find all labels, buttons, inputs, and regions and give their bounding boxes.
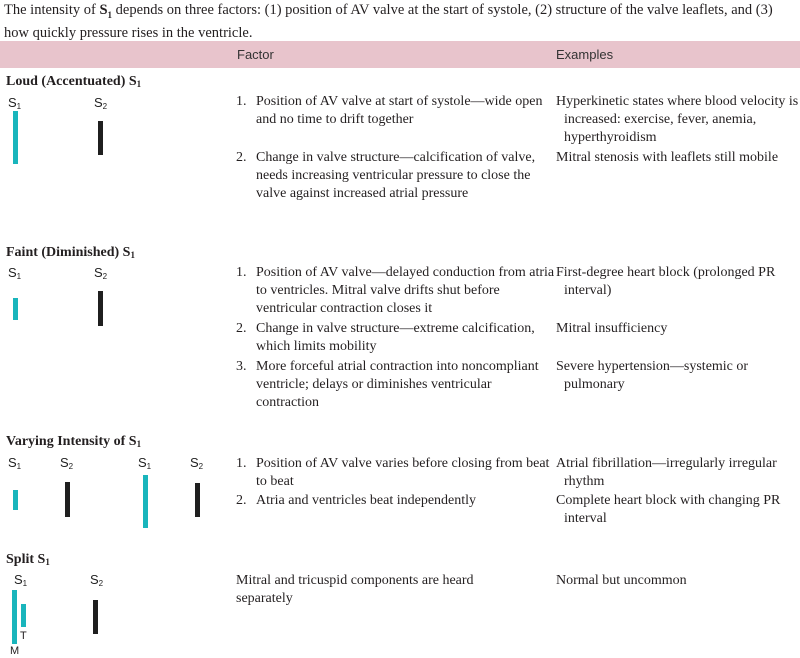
mitral-label: M [10,645,20,657]
s2-label: $S_2$ [60,455,74,471]
loud-s1-title: Loud (Accentuated) $S_1$ [6,74,142,89]
loud-factor-1: 1. Position of AV valve at start of systole—wide open and no time to drift together [236,94,543,127]
split-factor: Mitral and tricuspid components are heard separately [236,573,474,606]
s2-sound-bar [93,600,98,634]
varying-factor-2: 2. Atria and ventricles beat independently [236,493,477,508]
s1-label: $S_1$ [8,95,22,111]
s2-label: $S_2$ [190,455,204,471]
s1-sound-bar-loud [143,475,148,528]
s2-sound-bar [195,483,200,517]
s1-label: $S_1$ [138,455,152,471]
mitral-component-bar [12,590,17,644]
s1-label: $S_1$ [8,455,22,471]
varying-example-1: Atrial fibrillation—irregularly irregular rhythm [556,456,777,489]
s2-label: $S_2$ [94,265,108,281]
factor-header: Factor [237,47,274,62]
intro-text: The intensity of $S_1$ depends on three factors: (1) position of AV valve at the start of systole, (2) structure of the valve leaflets, and (3) how quickly pressure rises in the ventricle. [4,2,773,41]
faint-factor-2: 2. Change in valve structure—extreme calcification, which limits mobility [236,321,535,354]
faint-factor-3: 3. More forceful atrial contraction into noncompliant ventricle; delays or diminishes ventricular contraction [236,359,539,410]
loud-factor-2: 2. Change in valve structure—calcification of valve, needs increasing ventricular pressure to close the valve against increased atrial pressure [236,150,536,201]
s1-label: $S_1$ [8,265,22,281]
s2-sound-bar [98,121,103,155]
s2-sound-bar [98,291,103,326]
table-header [0,41,800,68]
s2-label: $S_2$ [94,95,108,111]
faint-example-3: Severe hypertension—systemic or pulmonary [556,359,749,392]
split-example: Normal but uncommon [556,573,687,588]
varying-factor-1: 1. Position of AV valve varies before closing from beat to beat [236,456,550,489]
varying-example-2: Complete heart block with changing PR interval [556,493,781,526]
s2-sound-bar [65,482,70,517]
s1-sound-bar-loud [13,111,18,164]
s1-sound-bar-soft [13,490,18,510]
tricuspid-component-bar [21,604,26,627]
split-s1-title: Split $S_1$ [6,552,50,567]
examples-header: Examples [556,47,614,62]
loud-example-2: Mitral stenosis with leaflets still mobile [556,150,779,165]
tricuspid-label: T [20,630,27,642]
s1-sound-bar-faint [13,298,18,320]
s1-label: $S_1$ [14,572,28,588]
varying-s1-title: Varying Intensity of $S_1$ [6,434,142,449]
loud-example-1: Hyperkinetic states where blood velocity is increased: exercise, fever, anemia, hyperthyroidism [556,94,799,145]
faint-example-1: First-degree heart block (prolonged PR interval) [556,265,776,298]
s2-label: $S_2$ [90,572,104,588]
faint-factor-1: 1. Position of AV valve—delayed conduction from atria to ventricles. Mitral valve drifts shut before ventricular contraction closes it [236,265,555,316]
faint-example-2: Mitral insufficiency [556,321,668,336]
faint-s1-title: Faint (Diminished) $S_1$ [6,245,135,260]
